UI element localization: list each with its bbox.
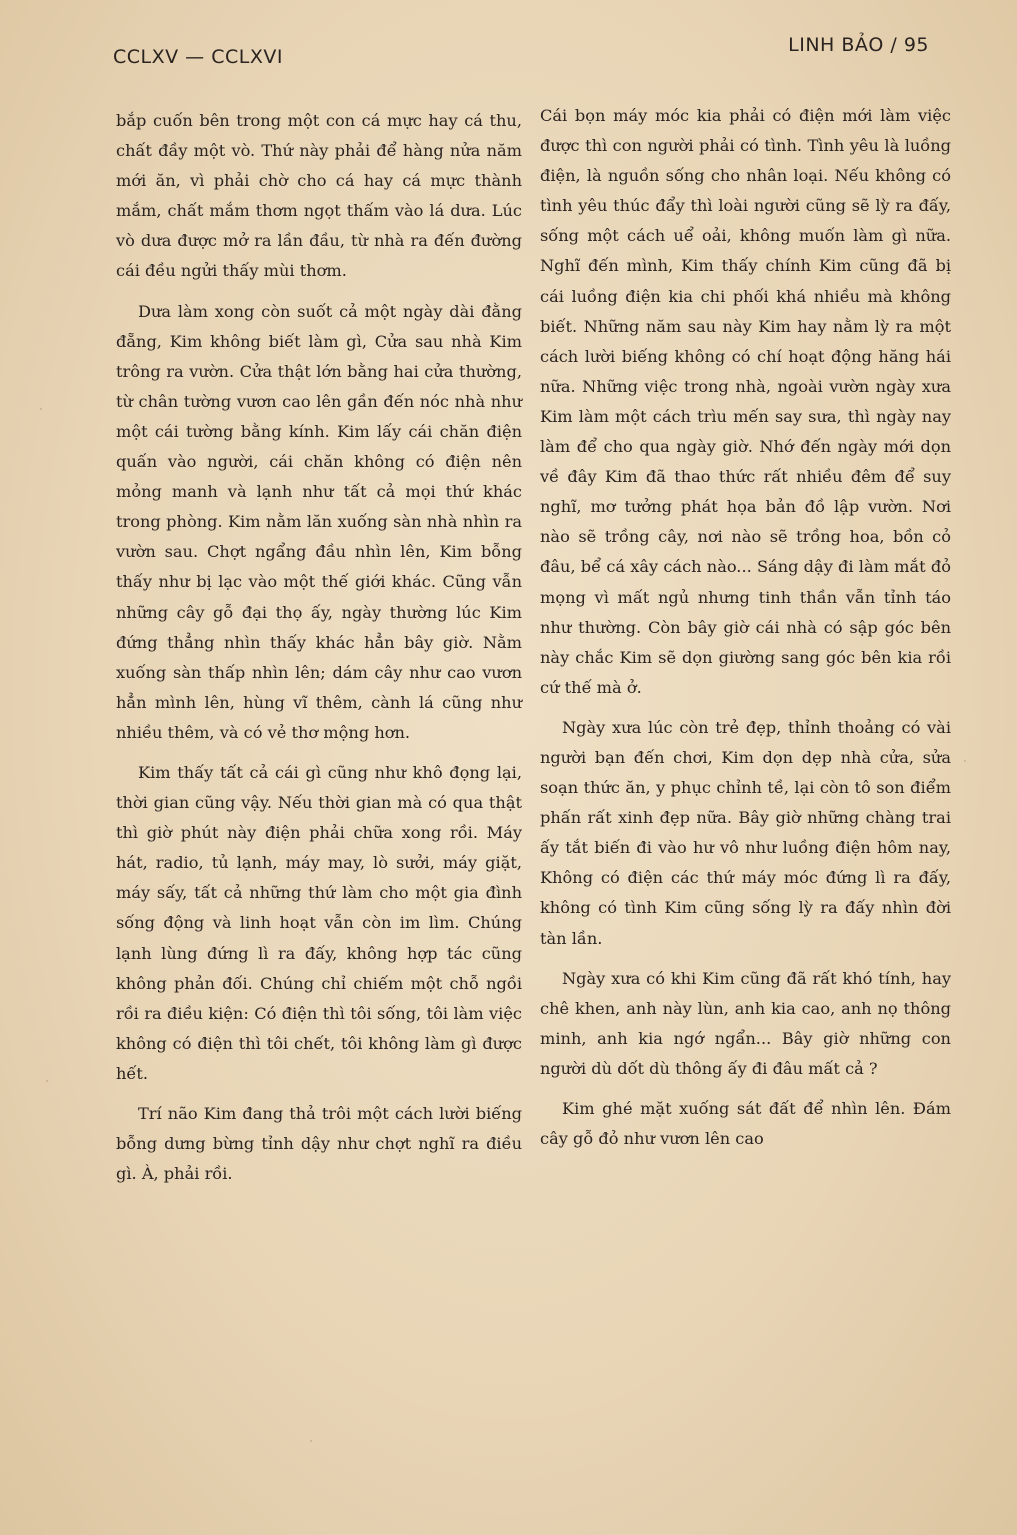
left-text-column: [116, 106, 522, 1189]
chapter-range-header: CCLXV — CCLXVI: [113, 46, 283, 68]
paragraph: bắp cuốn bên trong một con cá mực hay cá thu, chất đầy một vò. Thứ này phải để hàng nửa năm mới ăn, vì phải chờ cho cá hay cá mực thành mắm, chất mắm thơm ngọt thấm vào lá dưa. Lúc vò dưa được mở ra lần đầu, từ nhà ra đến đường cái đều ngửi thấy mùi thơm.: [116, 111, 522, 281]
paper-speck: [40, 408, 42, 410]
author-page-number-header: LINH BẢO / 95: [788, 34, 929, 56]
right-text-column: [540, 101, 951, 1154]
paragraph: Kim ghé mặt xuống sát đất để nhìn lên. Đám cây gỗ đỏ như vươn lên cao: [540, 1099, 951, 1149]
paragraph: Cái bọn máy móc kia phải có điện mới làm việc được thì con người phải có tình. Tình yêu là luồng điện, là nguồn sống cho nhân loại. Nếu không có tình yêu thúc đẩy thì loài người cũng sẽ lỳ ra đấy, sống một cách uể oải, không muốn làm gì nữa. Nghĩ đến mình, Kim thấy chính Kim cũng đã bị cái luồng điện kia chi phối khá nhiều mà không biết. Những năm sau này Kim hay nằm lỳ ra một cách lười biếng không có chí hoạt động hăng hái nữa. Những việc trong nhà, ngoài vườn ngày xưa Kim làm một cách trìu mến say sưa, thì ngày nay làm để cho qua ngày giờ. Nhớ đến ngày mới dọn về đây Kim đã thao thức rất nhiều đêm để suy nghĩ, mơ tưởng phát họa bản đồ lập vườn. Nơi nào sẽ trồng cây, nơi nào sẽ trồng hoa, bồn cỏ đâu, bể cá xây cách nào... Sáng dậy đi làm mắt đỏ mọng vì mất ngủ nhưng tinh thần vẫn tỉnh táo như thường. Còn bây giờ cái nhà có sập góc bên này chắc Kim sẽ dọn giường sang góc bên kia rồi cứ thế mà ở.: [540, 106, 951, 697]
paragraph: Ngày xưa lúc còn trẻ đẹp, thỉnh thoảng có vài người bạn đến chơi, Kim dọn dẹp nhà cửa, sửa soạn thức ăn, y phục chỉnh tề, lại còn tô son điểm phấn rất xinh đẹp nữa. Bây giờ những chàng trai ấy tắt biến đi vào hư vô như luồng điện hôm nay, Không có điện các thứ máy móc đứng lì ra đấy, không có tình Kim cũng sống lỳ ra đấy nhìn đời tàn lần.: [540, 717, 951, 948]
paragraph: Ngày xưa có khi Kim cũng đã rất khó tính, hay chê khen, anh này lùn, anh kia cao, anh nọ thông minh, anh kia ngớ ngẩn... Bây giờ những con người dù dốt dù thông ấy đi đâu mất cả ?: [540, 968, 951, 1078]
paper-speck: [46, 1080, 48, 1082]
paper-speck: [964, 760, 966, 762]
paper-speck: [310, 1440, 312, 1442]
paragraph: Trí não Kim đang thả trôi một cách lười biếng bỗng dưng bừng tỉnh dậy như chợt nghĩ ra điều gì. À, phải rồi.: [116, 1104, 522, 1184]
paragraph: Kim thấy tất cả cái gì cũng như khô đọng lại, thời gian cũng vậy. Nếu thời gian mà có qua thật thì giờ phút này điện phải chữa xong rồi. Máy hát, radio, tủ lạnh, máy may, lò sưởi, máy giặt, máy sấy, tất cả những thứ làm cho một gia đình sống động và linh hoạt vẫn còn im lìm. Chúng lạnh lùng đứng lì ra đấy, không hợp tác cũng không phản đối. Chúng chỉ chiếm một chỗ ngồi rồi ra điều kiện: Có điện thì tôi sống, tôi làm việc không có điện thì tôi chết, tôi không làm gì được hết.: [116, 762, 522, 1083]
paragraph: Dưa làm xong còn suốt cả một ngày dài đằng đẵng, Kim không biết làm gì, Cửa sau nhà Kim trông ra vườn. Cửa thật lớn bằng hai cửa thường, từ chân tường vươn cao lên gần đến nóc nhà như một cái tường bằng kính. Kim lấy cái chăn điện quấn vào người, cái chăn không có điện nên mỏng manh và lạnh như tất cả mọi thứ khác trong phòng. Kim nằm lăn xuống sàn nhà nhìn ra vườn sau. Chợt ngẩng đầu nhìn lên, Kim bỗng thấy như bị lạc vào một thế giới khác. Cũng vẫn những cây gỗ đại thọ ấy, ngày thường lúc Kim đứng thẳng nhìn thấy khác hẳn bây giờ. Nằm xuống sàn thấp nhìn lên; dám cây như cao vươn hẳn mình lên, hùng vĩ thêm, cành lá cũng như nhiều thêm, và có vẻ thơ mộng hơn.: [116, 301, 522, 742]
